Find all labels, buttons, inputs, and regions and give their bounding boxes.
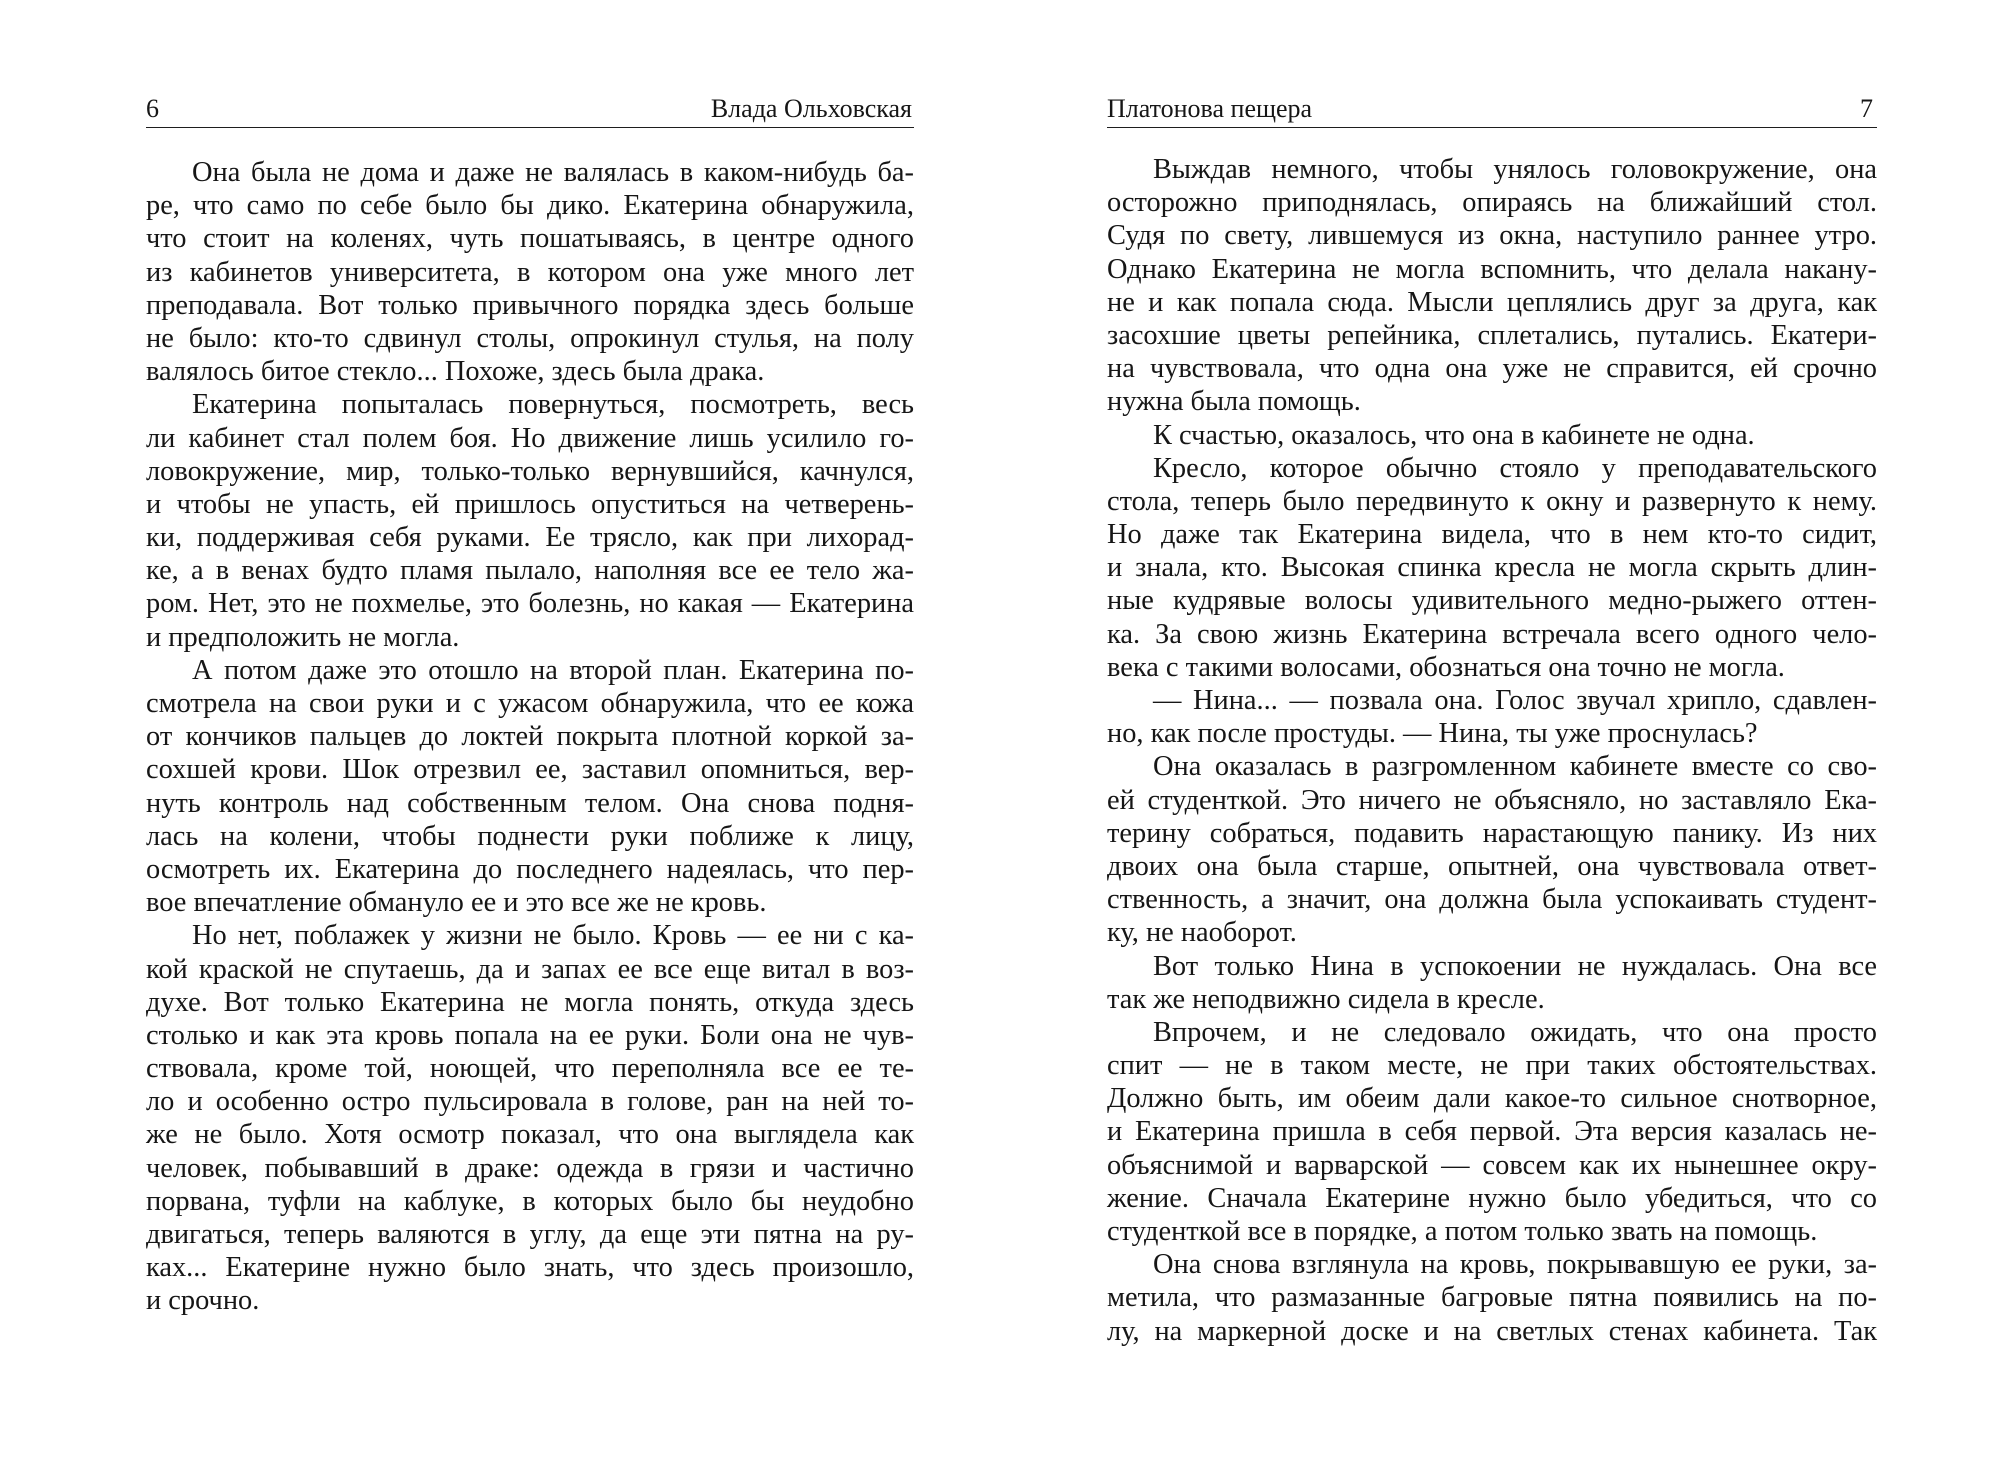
text-line: Кресло, которое обычно стояло у преподавательского [1153,452,1877,484]
right-running-head [1107,92,1877,126]
text-line: лась на колени, чтобы поднести руки поближе к лицу, [146,820,914,852]
text-line: ках... Екатерине нужно было знать, что здесь произошло, [146,1252,914,1284]
text-line: не и как попала сюда. Мысли цеплялись друг за друга, как [1107,286,1877,318]
text-line: двигаться, теперь валяются в углу, да еще эти пятна на ру- [146,1219,914,1250]
text-line: кой краской не спутаешь, да и запах ее все еще витал в воз- [146,953,914,985]
text-line: метила, что размазанные багровые пятна появились на по- [1107,1282,1877,1314]
text-line: духе. Вот только Екатерина не могла понять, откуда здесь [146,986,914,1018]
text-line: терину собраться, подавить нарастающую панику. Из них [1107,817,1877,849]
text-line: Но даже так Екатерина видела, что в нем кто-то сидит, [1107,519,1877,551]
text-line: от кончиков пальцев до локтей покрыта плотной коркой за- [146,721,914,753]
text-line: ные кудрявые волосы удивительного медно-рыжего оттен- [1107,585,1877,617]
header-rule [1107,127,1877,128]
text-line: и Екатерина пришла в себя первой. Эта версия казалась не- [1107,1116,1877,1148]
text-line: ке, а в венах будто пламя пылало, наполняя все ее тело жа- [146,555,914,587]
text-line: Она снова взглянула на кровь, покрывавшую ее руки, за- [1153,1249,1877,1281]
text-line: вое впечатление обмануло ее и это все же не кровь. [146,887,767,919]
text-line: осмотреть их. Екатерина до последнего надеялась, что пер- [146,853,914,885]
body-text [1107,153,1877,1348]
text-line: ствовала, кроме той, ноющей, что переполняла все ее те- [146,1053,914,1085]
text-line: ре, что само по себе было бы дико. Екатерина обнаружила, [146,190,914,222]
text-line: так же неподвижно сидела в кресле. [1107,983,1545,1015]
page-number: 7 [1860,94,1873,123]
text-line: засохшие цветы репейника, сплетались, путались. Екатери- [1107,319,1877,351]
text-line: на чувствовала, что одна она уже не справится, ей срочно [1107,353,1877,385]
text-line: Екатерина попыталась повернуться, посмотреть, весь [192,389,914,421]
page-number: 6 [146,94,159,123]
text-line: но, как после простуды. — Нина, ты уже проснулась? [1107,718,1758,750]
text-line: Выждав немного, чтобы унялось головокружение, она [1153,154,1877,185]
text-line: нужна была помощь. [1107,386,1361,418]
text-line: сохшей крови. Шок отрезвил ее, заставил опомниться, вер- [146,754,914,786]
text-line: К счастью, оказалось, что она в кабинете не одна. [1153,419,1755,451]
text-line: ей студенткой. Это ничего не объясняло, но заставляло Ека- [1107,784,1877,816]
text-line: Она была не дома и даже не валялась в каком-нибудь ба- [192,157,914,188]
left-running-head [146,92,914,126]
header-rule [146,127,914,128]
text-line: спит — не в таком месте, не при таких обстоятельствах. [1107,1050,1877,1082]
text-line: Должно быть, им обеим дали какое-то сильное снотворное, [1107,1083,1877,1115]
text-line: Однако Екатерина не могла вспомнить, что делала накану- [1107,253,1877,285]
text-line: А потом даже это отошло на второй план. Екатерина по- [192,654,914,686]
text-line: валялось битое стекло... Похоже, здесь была драка. [146,356,765,388]
text-line: студенткой все в порядке, а потом только звать на помощь. [1107,1216,1818,1247]
text-line: и предположить не могла. [146,621,460,653]
right-page [1107,0,1877,1468]
text-line: двоих она была старше, опытней, она чувствовала ответ- [1107,850,1877,882]
text-line: преподавала. Вот только привычного порядка здесь больше [146,289,914,321]
running-title-author: Влада Ольховская [710,94,912,123]
text-line: осторожно приподнялась, опираясь на ближайший стол. [1107,187,1877,219]
text-line: Судя по свету, лившемуся из окна, наступило раннее утро. [1107,220,1877,252]
body-text [146,156,914,1318]
text-line: Впрочем, и не следовало ожидать, что она просто [1153,1016,1877,1048]
text-line: ку, не наоборот. [1107,917,1297,949]
text-line: что стоит на коленях, чуть пошатываясь, в центре одного [146,223,914,255]
text-line: ка. За свою жизнь Екатерина встречала всего одного чело- [1107,618,1877,650]
text-line: ловокружение, мир, только-только вернувшийся, качнулся, [146,455,914,487]
text-line: лу, на маркерной доске и на светлых стенах кабинета. Так [1107,1315,1877,1347]
text-line: Вот только Нина в успокоении не нуждалась. Она все [1153,950,1877,982]
text-line: объяснимой и варварской — совсем как их нынешнее окру- [1107,1149,1877,1181]
text-line: и чтобы не упасть, ей пришлось опуститься на четверень- [146,488,914,520]
text-line: не было: кто-то сдвинул столы, опрокинул стулья, на полу [146,322,914,354]
text-line: Но нет, поблажек у жизни не было. Кровь — ее ни с ка- [192,920,914,952]
text-line: — Нина... — позвала она. Голос звучал хрипло, сдавлен- [1153,685,1877,716]
text-line: стола, теперь было передвинуто к окну и развернуто к нему. [1107,485,1877,517]
text-line: столько и как эта кровь попала на ее руки. Боли она не чув- [146,1019,914,1051]
text-line: ром. Нет, это не похмелье, это болезнь, но какая — Екатерина [146,588,914,620]
text-line: ки, поддерживая себя руками. Ее трясло, как при лихорад- [146,522,914,554]
text-line: порвана, туфли на каблуке, в которых было бы неудобно [146,1185,914,1217]
text-line: же не было. Хотя осмотр показал, что она выглядела как [146,1119,914,1151]
text-line: ло и особенно остро пульсировала в голове, ран на ней то- [146,1086,914,1118]
text-line: из кабинетов университета, в котором она уже много лет [146,256,914,288]
text-line: ственность, а значит, она должна была успокаивать студент- [1107,884,1877,916]
running-title-book: Платонова пещера [1107,94,1313,123]
text-line: смотрела на свои руки и с ужасом обнаружила, что ее кожа [146,688,914,719]
text-line: жение. Сначала Екатерине нужно было убедиться, что со [1107,1182,1877,1214]
text-line: и срочно. [146,1285,260,1317]
text-line: ли кабинет стал полем боя. Но движение лишь усилило го- [146,422,914,454]
text-line: века с такими волосами, обознаться она точно не могла. [1107,651,1785,683]
text-line: и знала, кто. Высокая спинка кресла не могла скрыть длин- [1107,552,1877,584]
text-line: Она оказалась в разгромленном кабинете вместе со сво- [1153,751,1877,783]
text-line: человек, побывавший в драке: одежда в грязи и частично [146,1152,914,1184]
left-page [146,0,914,1468]
text-line: нуть контроль над собственным телом. Она снова подня- [146,787,914,819]
